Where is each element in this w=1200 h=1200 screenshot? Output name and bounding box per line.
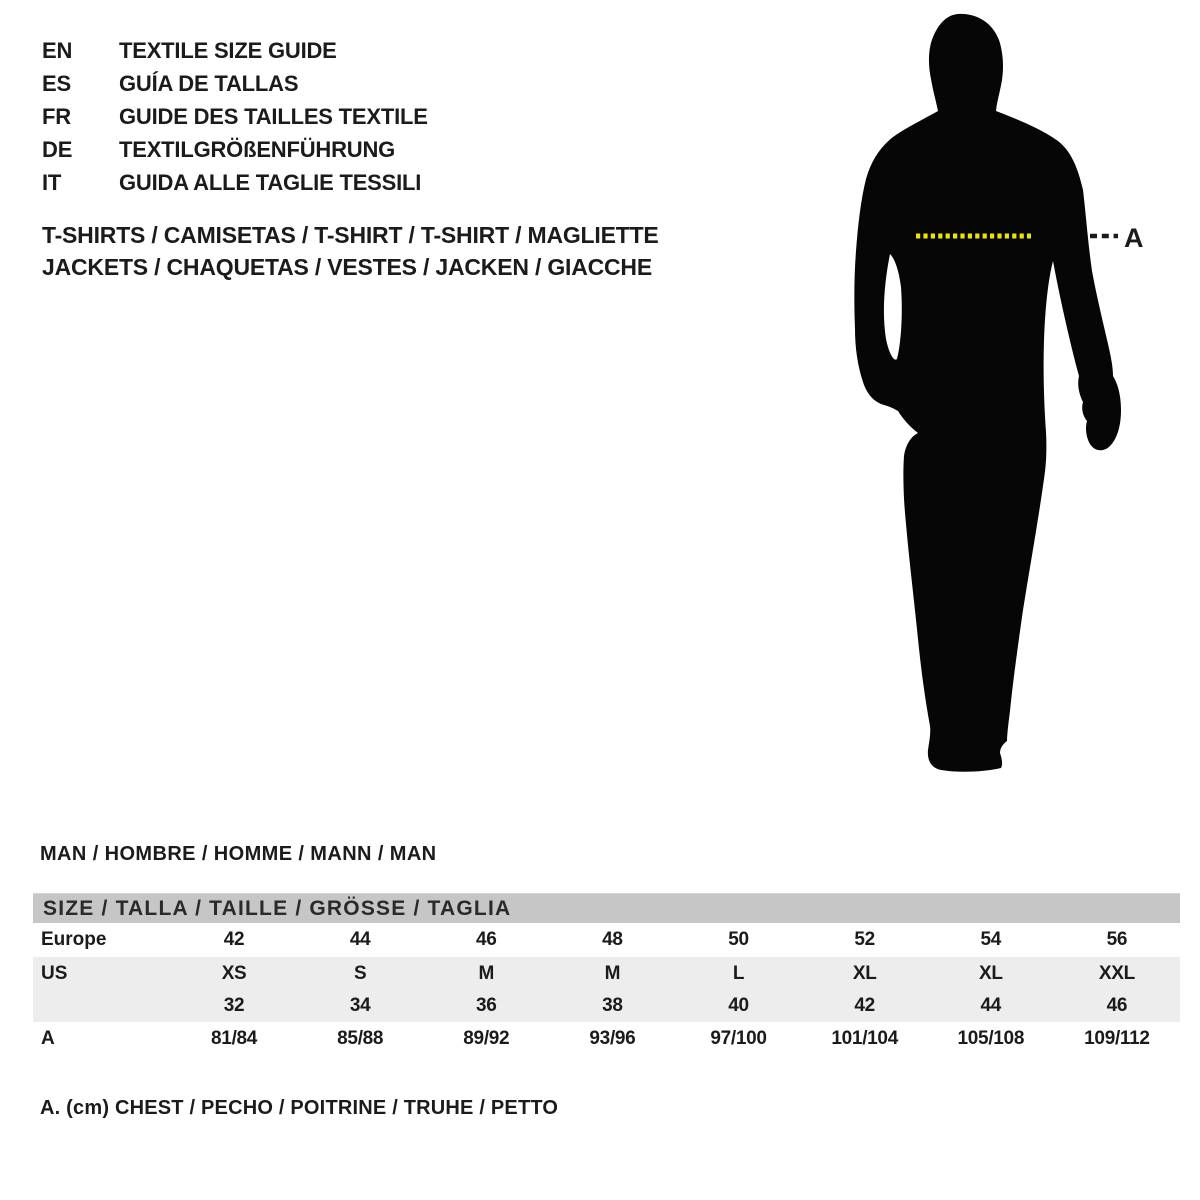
table-cell: XXL	[1098, 962, 1135, 984]
table-cell: 93/96	[589, 1028, 636, 1049]
language-code: EN	[42, 37, 73, 63]
table-cell: S	[354, 962, 367, 984]
language-row-es	[42, 67, 428, 100]
size-table-header: SIZE / TALLA / TAILLE / GRÖSSE / TAGLIA	[33, 893, 1180, 923]
table-cell: 85/88	[337, 1028, 384, 1049]
table-cell: M	[604, 962, 621, 984]
language-row-de	[42, 133, 428, 166]
table-cell: 109/112	[1084, 1028, 1150, 1049]
table-cell: 52	[854, 929, 875, 950]
language-title: GUIDE DES TAILLES TEXTILE	[119, 103, 428, 129]
language-title: GUIDA ALLE TAGLIE TESSILI	[119, 169, 422, 195]
language-guide-list	[42, 34, 428, 199]
table-cell: 48	[602, 929, 623, 950]
table-cell: 101/104	[831, 1028, 898, 1049]
table-cell: M	[478, 962, 495, 984]
table-cell: L	[732, 962, 745, 984]
table-cell: 81/84	[211, 1028, 258, 1049]
table-cell: 89/92	[463, 1028, 510, 1049]
measurement-footnote: A. (cm) CHEST / PECHO / POITRINE / TRUHE / PETTO	[40, 1097, 559, 1119]
man-silhouette	[854, 14, 1121, 772]
table-row-europe	[33, 923, 1180, 957]
table-cell: 97/100	[710, 1028, 767, 1049]
table-cell: 40	[728, 995, 749, 1016]
language-title: GUÍA DE TALLAS	[119, 70, 299, 96]
language-code: IT	[42, 169, 62, 195]
product-line-tshirts: T-SHIRTS / CAMISETAS / T-SHIRT / T-SHIRT / MAGLIETTE	[42, 222, 659, 248]
table-cell: 44	[980, 995, 1002, 1016]
table-cell: 50	[728, 929, 749, 950]
table-cell: 42	[223, 929, 245, 950]
row-label: Europe	[41, 929, 107, 950]
language-code: ES	[42, 70, 71, 96]
table-cell: 32	[223, 995, 245, 1016]
table-cell: 46	[476, 929, 497, 950]
table-cell: 56	[1106, 929, 1128, 950]
row-label: A	[41, 1028, 55, 1049]
measurement-marker-label: A	[1124, 223, 1144, 253]
table-cell: 44	[349, 929, 371, 950]
table-cell: 38	[602, 995, 623, 1016]
table-cell: 34	[349, 995, 371, 1016]
language-code: DE	[42, 136, 73, 162]
size-table	[33, 893, 1180, 1056]
table-row-us	[33, 957, 1180, 990]
language-code: FR	[42, 103, 71, 129]
table-cell: XL	[852, 962, 877, 984]
language-row-fr	[42, 100, 428, 133]
table-row-chest	[33, 1022, 1180, 1056]
table-cell: 36	[476, 995, 497, 1016]
table-cell: 54	[980, 929, 1002, 950]
table-row-numeric	[33, 990, 1180, 1022]
table-cell: 105/108	[957, 1028, 1025, 1049]
table-cell: 46	[1106, 995, 1128, 1016]
table-cell: XL	[978, 962, 1003, 984]
row-label: US	[41, 962, 68, 984]
language-title: TEXTILE SIZE GUIDE	[119, 37, 337, 63]
language-row-en	[42, 34, 428, 67]
product-line-jackets: JACKETS / CHAQUETAS / VESTES / JACKEN / GIACCHE	[42, 254, 652, 280]
language-row-it	[42, 166, 428, 199]
table-cell: XS	[221, 962, 247, 984]
product-category-lines	[42, 219, 659, 283]
language-title: TEXTILGRÖßENFÜHRUNG	[119, 136, 396, 162]
section-title: MAN / HOMBRE / HOMME / MANN / MAN	[40, 843, 437, 865]
table-cell: 42	[854, 995, 875, 1016]
